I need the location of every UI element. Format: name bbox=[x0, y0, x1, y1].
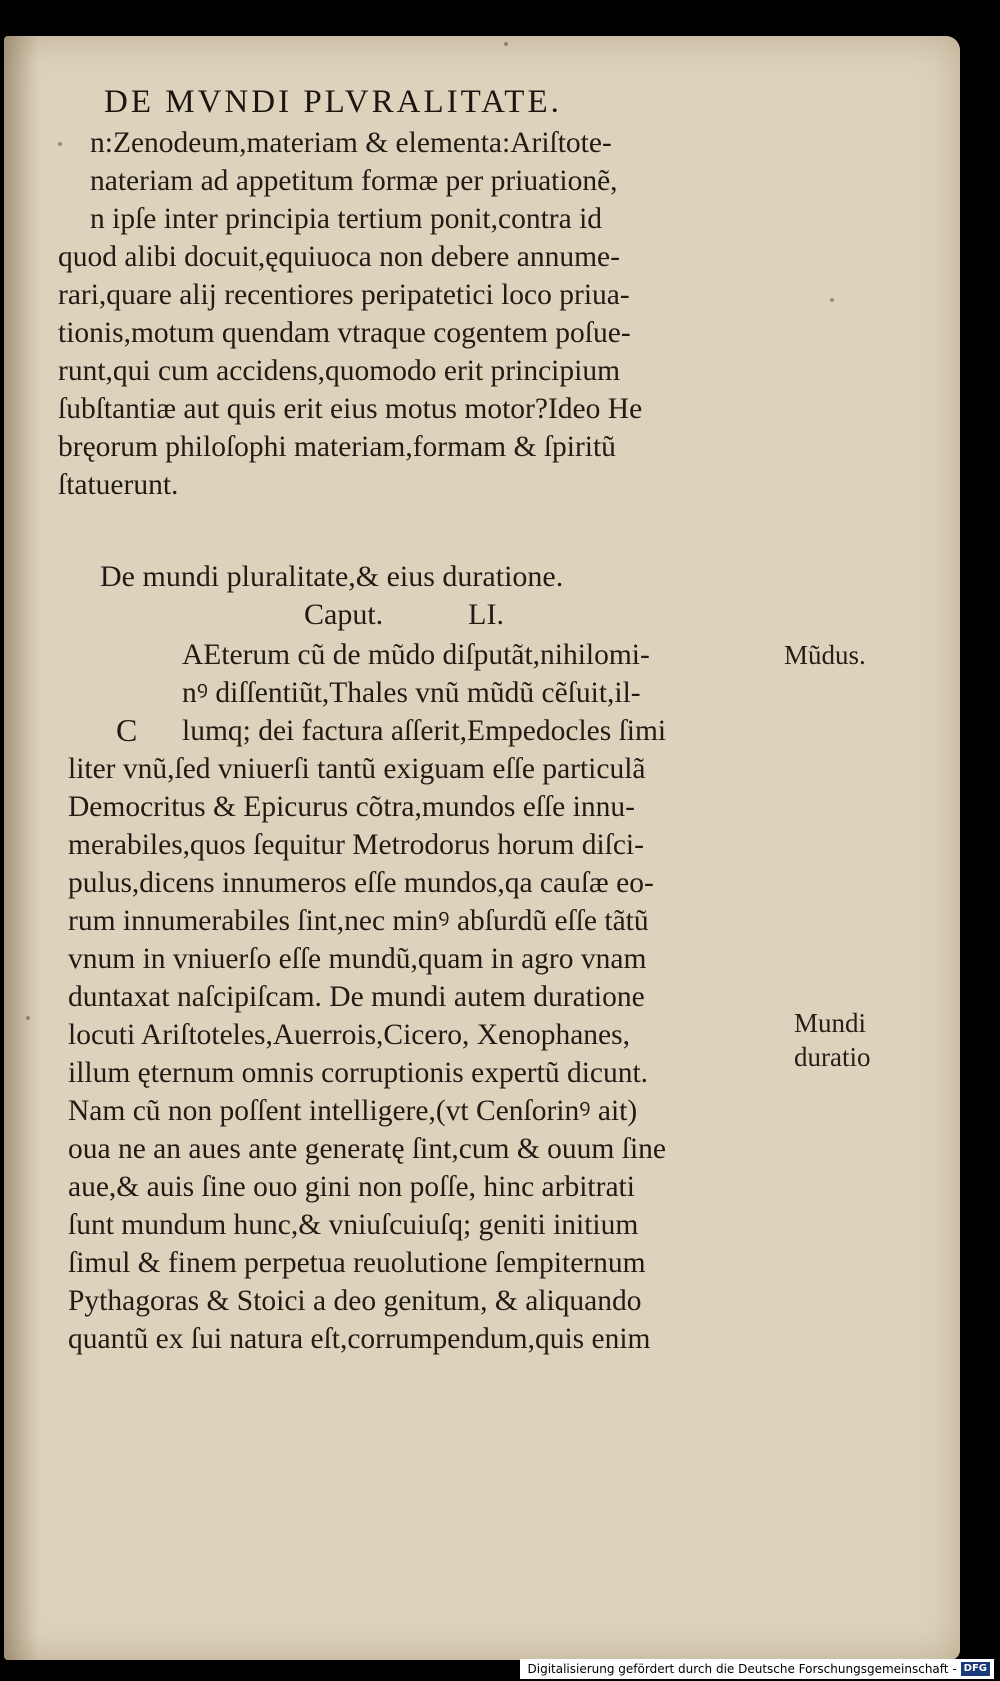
text-line: liter vnũ,ſed vniuerſi tantũ exiguam eſſe particulã bbox=[68, 753, 646, 785]
text-line: ſimul & finem perpetua reuolutione ſempiternum bbox=[68, 1247, 646, 1279]
text-line: oua ne an aues ante generatę ſint,cum & ouum ſine bbox=[68, 1133, 666, 1165]
margin-note-mundus: Mũdus. bbox=[784, 640, 866, 670]
chapter-number: LI. bbox=[468, 598, 504, 631]
text-line: nateriam ad appetitum formæ per priuationẽ, bbox=[90, 165, 618, 197]
chapter-label: Caput. bbox=[304, 598, 384, 631]
text-line: merabiles,quos ſequitur Metrodorus horum diſci- bbox=[68, 829, 644, 861]
margin-note-line: duratio bbox=[794, 1042, 871, 1072]
text-line: vnum in vniuerſo eſſe mundũ,quam in agro vnam bbox=[68, 943, 647, 975]
text-line: AEterum cũ de mũdo diſputãt,nihilomi- bbox=[182, 639, 650, 671]
text-line: nꝰ diſſentiũt,Thales vnũ mũdũ cẽſuit,il- bbox=[182, 677, 641, 709]
text-line: Pythagoras & Stoici a deo genitum, & aliquando bbox=[68, 1285, 642, 1317]
text-line: Nam cũ non poſſent intelligere,(vt Cenſorinꝰ ait) bbox=[68, 1095, 638, 1127]
text-line: duntaxat naſcipiſcam. De mundi autem duratione bbox=[68, 981, 645, 1013]
section-heading: De mundi pluralitate,& eius duratione. bbox=[100, 560, 564, 593]
text-line: Democritus & Epicurus cõtra,mundos eſſe innu- bbox=[68, 791, 635, 823]
text-line: ſubſtantiæ aut quis erit eius motus motor?Ideo He bbox=[58, 393, 643, 425]
text-line: aue,& auis ſine ouo gini non poſſe, hinc arbitrati bbox=[68, 1171, 635, 1203]
running-head: DE MVNDI PLVRALITATE. bbox=[104, 84, 562, 120]
margin-note-mundi-duratio bbox=[794, 1006, 870, 1074]
credit-text: Digitalisierung gefördert durch die Deutsche Forschungsgemeinschaft - bbox=[527, 1662, 957, 1676]
text-line: runt,qui cum accidens,quomodo erit principium bbox=[58, 355, 621, 387]
text-line: ſtatuerunt. bbox=[58, 469, 179, 501]
text-line: illum ęternum omnis corruptionis expertũ dicunt. bbox=[68, 1057, 649, 1089]
initial-letter: C bbox=[116, 712, 138, 748]
digitization-credit bbox=[520, 1659, 995, 1679]
text-line: tionis,motum quendam vtraque cogentem poſue- bbox=[58, 317, 631, 349]
text-line: pulus,dicens innumeros eſſe mundos,qa cauſæ eo- bbox=[68, 867, 654, 899]
text-line: n:Zenodeum,materiam & elementa:Ariſtote- bbox=[90, 127, 612, 159]
text-line: locuti Ariſtoteles,Auerrois,Cicero, Xenophanes, bbox=[68, 1019, 630, 1051]
margin-note-line: Mundi bbox=[794, 1008, 867, 1038]
text-line: ſunt mundum hunc,& vniuſcuiuſq; geniti initium bbox=[68, 1209, 639, 1241]
text-line: quod alibi docuit,ęquiuoca non debere annume- bbox=[58, 241, 620, 273]
page-gutter-shadow bbox=[4, 36, 38, 1660]
text-line: rum innumerabiles ſint,nec minꝰ abſurdũ eſſe tãtũ bbox=[68, 905, 649, 937]
text-line: lumq; dei factura aſſerit,Empedocles ſimi bbox=[182, 715, 667, 747]
text-line: n ipſe inter principia tertium ponit,contra id bbox=[90, 203, 603, 235]
dfg-logo: DFG bbox=[961, 1662, 990, 1676]
text-line: bręorum philoſophi materiam,formam & ſpiritũ bbox=[58, 431, 616, 463]
chapter-caption bbox=[304, 598, 504, 632]
book-page bbox=[4, 36, 960, 1660]
text-line: rari,quare alij recentiores peripatetici loco priua- bbox=[58, 279, 630, 311]
text-line: quantũ ex ſui natura eſt,corrumpendum,quis enim bbox=[68, 1323, 651, 1355]
